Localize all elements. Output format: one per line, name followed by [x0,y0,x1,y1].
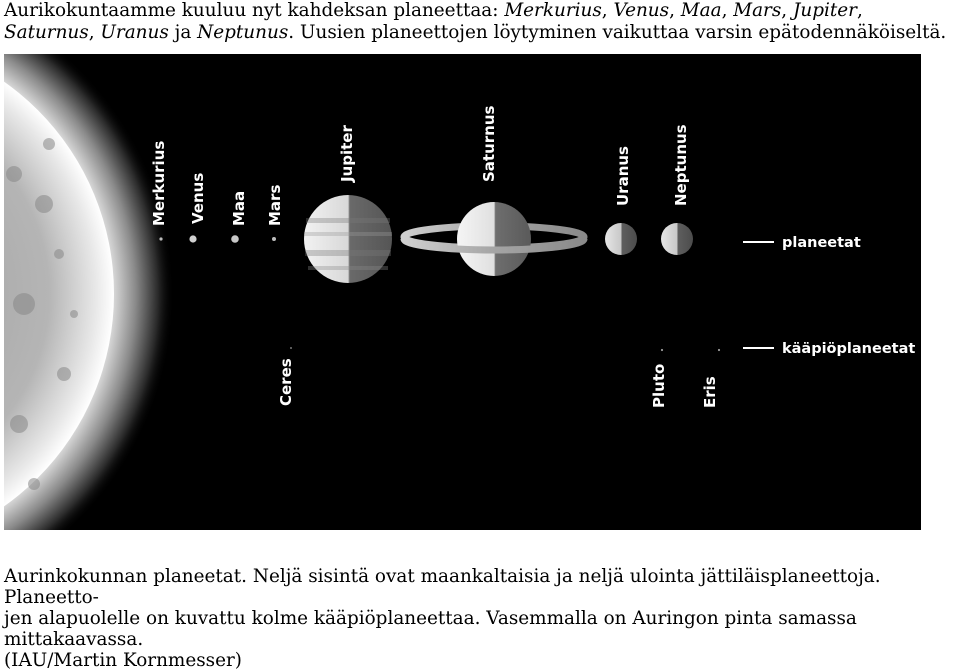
intro-tail: Uusien planeettojen löytyminen vaikuttaa varsin epätodennäköiseltä. [299,22,947,43]
neptune-planet [661,223,693,255]
eris-dwarf-planet [718,349,720,351]
mars-planet [272,237,276,241]
planet-separator: , [88,22,101,43]
saturn-planet [457,202,531,276]
planet-name-neptune: Neptunus [197,22,289,43]
planet-separator: . [288,22,300,43]
planet-label-uranus: Uranus [614,146,632,206]
legend-label-planets: planeetat [782,235,861,251]
planet-name-earth: Maa [680,0,722,21]
uranus-planet [605,223,637,255]
planet-label-neptune: Neptunus [672,124,690,206]
caption-line: jen alapuolelle on kuvattu kolme kääpiöplaneettaa. Vasemmalla on Auringon pinta samassa mittakaavassa. [4,608,857,650]
caption-credit: (IAU/Martin Kornmesser) [4,650,242,671]
venus-planet [189,235,196,242]
dwarf-label-ceres: Ceres [277,358,295,406]
pluto-dwarf-planet [661,349,663,351]
planet-separator: , [781,0,793,21]
planet-label-venus: Venus [189,172,207,224]
planet-name-uranus: Uranus [100,22,169,43]
planet-name-mars: Mars [733,0,782,21]
planet-separator: , [721,0,734,21]
planet-separator: , [856,0,863,21]
dwarf-label-eris: Eris [701,376,719,408]
figure-caption [4,566,956,671]
mercury-planet [159,237,162,240]
planet-name-venus: Venus [613,0,670,21]
intro-paragraph [4,0,956,44]
planet-separator: ja [168,22,198,43]
legend-label-dwarf-planets: kääpiöplaneetat [782,341,916,357]
caption-line: Aurinkokunnan planeetat. Neljä sisintä ovat maankaltaisia ja neljä ulointa jättiläisplaneettoja. Planeetto- [4,566,881,608]
planet-name-saturn: Saturnus [4,22,89,43]
planet-name-mercury: Merkurius [504,0,602,21]
planet-label-saturn: Saturnus [480,105,498,182]
planet-separator: , [601,0,614,21]
planet-label-mars: Mars [266,184,284,226]
earth-planet [231,235,239,243]
planet-separator: , [669,0,681,21]
solar-system-illustration [4,54,921,530]
planet-label-earth: Maa [230,190,248,226]
planet-label-jupiter: Jupiter [338,125,356,182]
planet-label-mercury: Merkurius [150,140,168,226]
intro-lead: Aurikokuntaamme kuuluu nyt kahdeksan planeettaa: [4,0,505,21]
planet-name-jupiter: Jupiter [793,0,857,21]
dwarf-label-pluto: Pluto [650,363,668,408]
solar-system-figure [4,54,921,530]
ceres-dwarf-planet [290,347,292,349]
